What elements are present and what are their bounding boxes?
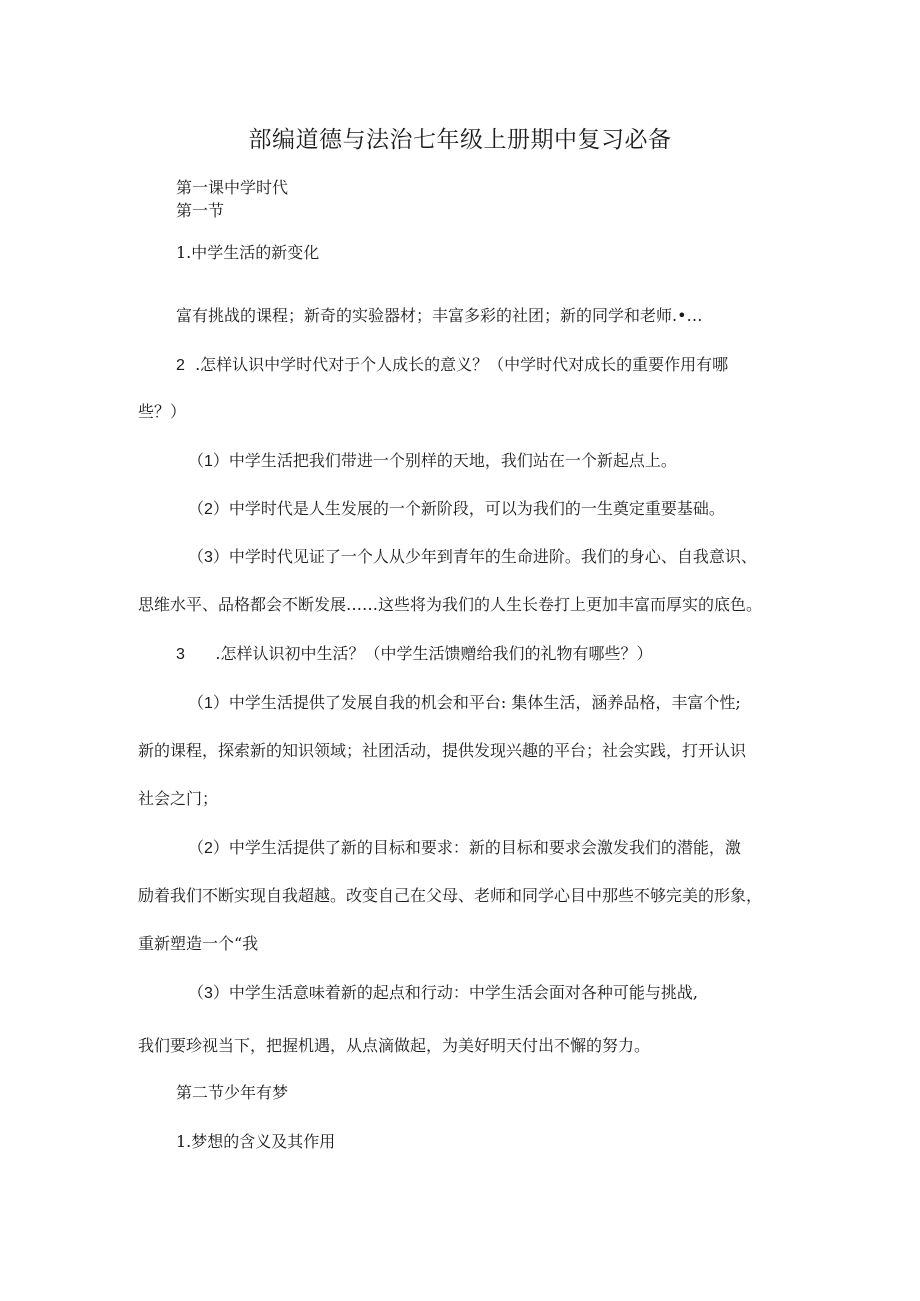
point-text: 中学生活提供了新的目标和要求：新的目标和要求会激发我们的潜能，激 (228, 838, 741, 857)
question-3-point-3 (188, 983, 698, 1004)
question-3-point-1-cont-1: 新的课程，探索新的知识领域；社团活动，提供发现兴趣的平台；社会实践，打开认识 (138, 741, 747, 760)
question-2-line-1 (176, 355, 728, 376)
question-2-point-3-cont: 思维水平、品格都会不断发展……这些将为我们的人生长卷打上更加丰富而厚实的底色。 (138, 595, 763, 614)
question-2-point-2 (188, 499, 725, 520)
question-3-point-2 (188, 838, 741, 859)
question-1: 1.中学生活的新变化 (176, 243, 320, 262)
section-2-question-1: 1.梦想的含义及其作用 (176, 1132, 336, 1151)
question-3-number: 3 (176, 646, 185, 663)
point-number: （1） (188, 453, 229, 470)
question-3-line-1 (176, 644, 653, 665)
point-text: 中学生活提供了发展自我的机会和平台: 集体生活，涵养品格，丰富个性; (228, 693, 741, 712)
question-3-point-1 (188, 693, 741, 714)
question-1-answer: 富有挑战的课程；新奇的实验器材；丰富多彩的社团；新的同学和老师.•… (176, 306, 703, 325)
question-3-point-2-cont-2: 重新塑造一个“我 (138, 934, 259, 953)
question-2-text: .怎样认识中学时代对于个人成长的意义？（中学时代对成长的重要作用有哪 (195, 355, 729, 374)
point-text: 中学生活意味着新的起点和行动：中学生活会面对各种可能与挑战, (228, 983, 698, 1002)
point-number: （2） (188, 840, 229, 857)
point-number: （1） (188, 695, 229, 712)
question-2-point-3 (188, 547, 757, 568)
question-3-point-3-cont: 我们要珍视当下，把握机遇，从点滴做起，为美好明天付出不懈的努力。 (138, 1036, 651, 1055)
lesson-heading: 第一课中学时代 (176, 178, 289, 197)
point-text: 中学时代见证了一个人从少年到青年的生命进阶。我们的身心、自我意识、 (228, 547, 757, 566)
question-3-point-2-cont-1: 励着我们不断实现自我超越。改变自己在父母、老师和同学心目中那些不够完美的形象， (138, 886, 763, 905)
point-number: （3） (188, 985, 229, 1002)
point-text: 中学时代是人生发展的一个新阶段，可以为我们的一生奠定重要基础。 (228, 499, 725, 518)
point-number: （2） (188, 501, 229, 518)
document-title: 部编道德与法治七年级上册期中复习必备 (248, 127, 672, 153)
question-2-line-2: 些？） (138, 402, 187, 421)
question-3-text: .怎样认识初中生活？（中学生活馈赠给我们的礼物有哪些？） (215, 644, 653, 663)
question-2-point-1 (188, 451, 677, 472)
section-2-heading: 第二节少年有梦 (176, 1083, 289, 1102)
question-3-point-1-cont-2: 社会之门； (138, 789, 219, 808)
point-text: 中学生活把我们带进一个别样的天地，我们站在一个新起点上。 (228, 451, 677, 470)
question-2-number: 2 (176, 357, 185, 374)
point-number: （3） (188, 549, 229, 566)
section-heading: 第一节 (176, 201, 225, 220)
